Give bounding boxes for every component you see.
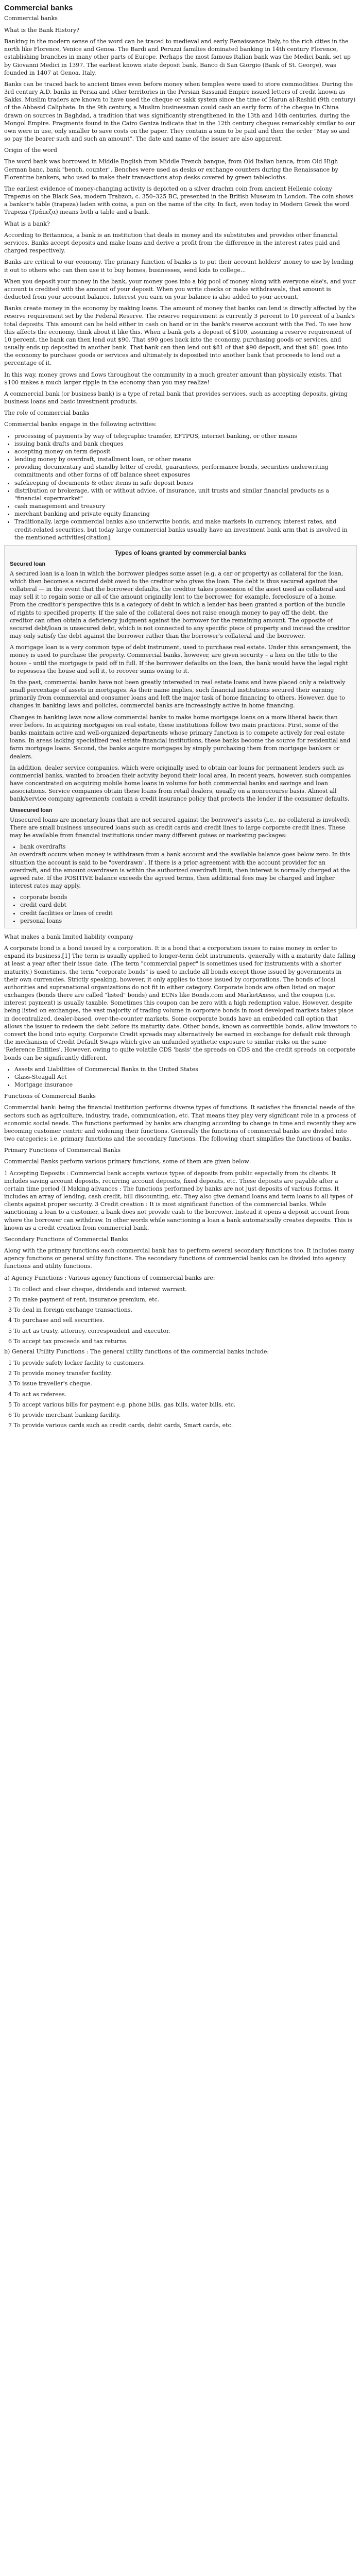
- activity-item: • lending money by overdraft, installment loan, or other means: [14, 455, 357, 463]
- list-item: • Glass-Steagall Act: [14, 1073, 357, 1081]
- page-title: Commercial banks: [4, 4, 73, 12]
- agency-function-item: 5 To act as trusty, attorney, correspondent and executor.: [8, 1327, 170, 1334]
- list-item: • credit card debt: [20, 901, 351, 909]
- activity-item: • issuing bank drafts and bank cheques: [14, 440, 357, 448]
- paragraph: Along with the primary functions each commercial bank has to perform several secondary functions too. It includes many agency functions or general utility functions. The secondary functions of commercial banks can be divided into agency functions and utility functions.: [4, 1247, 355, 1270]
- list-item: • Assets and Liabilities of Commercial Banks in the United States: [14, 1065, 357, 1073]
- paragraph: Functions of Commercial Banks: [4, 1093, 96, 1100]
- list-item: • corporate bonds: [20, 893, 351, 901]
- paragraph: a) Agency Functions : Various agency functions of commercial banks are:: [4, 1274, 215, 1281]
- paragraph: Banks are critical to our economy. The primary function of banks is to put their account holders' money to use by lending it out to others who can then use it to buy homes, businesses, send kids to college...: [4, 259, 354, 274]
- paragraph: In this way, money grows and flows throughout the community in a much greater amount than physically exists. That $100 makes a much larger ripple in the economy than you may realize!: [4, 371, 342, 386]
- paragraph: In addition, dealer service companies, which were originally used to obtain car loans for permanent lenders such as commercial banks, wanted to broaden their activity beyond their local area. In recent years, however, such companies have concentrated on acquiring mobile home loans in volume for both commercial banks and savings and loan associations. Service companies obtain these loans from retail dealers, usually on a nonrecourse basis. Almost all bank/service company agreements contain a credit insurance policy that protects the lender if the consumer defaults.: [10, 764, 351, 803]
- paragraph: In the past, commercial banks have not been greatly interested in real estate loans and have placed only a relatively small percentage of assets in mortgages. As their name implies, such financial institutions secured their earning primarily from commercial and consumer loans and left the major task of home financing to others. However, due to changes in banking laws and policies, commercial banks are increasingly active in home financing.: [10, 679, 346, 709]
- utility-function-item: 2 To provide money transfer facility.: [8, 1370, 112, 1377]
- paragraph: Origin of the word: [4, 147, 57, 154]
- agency-function-item: 4 To purchase and sell securities.: [8, 1317, 105, 1324]
- paragraph: The earliest evidence of money-changing activity is depicted on a silver drachm coin from ancient Hellenic colony Trapezus on the Black Sea, modern Trabzon, c. 350–325 BC, presented in the British Museum in London. The coin shows a banker's table (trapeza) laden with coins, a pun on the name of the city. In fact, even today in Modern Greek the word Trapeza (Τράπεζα) means both a table and a bank.: [4, 185, 354, 216]
- activity-item: • Traditionally, large commercial banks also underwrite bonds, and make markets in currency, interest rates, and credit-related securities, but today large commercial banks usually have an investment bank arm that is involved in the mentioned activities[citation].: [14, 518, 357, 541]
- paragraph: According to Britannica, a bank is an institution that deals in money and its substitutes and provides other financial services. Banks accept deposits and make loans and derive a profit from the difference in the interest rates paid and charged respectively.: [4, 231, 340, 255]
- activity-item: • processing of payments by way of telegraphic transfer, EFTPOS, internet banking, or other means: [14, 432, 357, 440]
- utility-intro: b) General Utility Functions : The general utility functions of the commercial banks include:: [4, 1348, 269, 1355]
- loan-types-box: [4, 545, 357, 928]
- agency-function-item: 1 To collect and clear cheque, dividends and interest warrant.: [8, 1285, 187, 1293]
- paragraph: Banks create money in the economy by making loans. The amount of money that banks can lend is directly affected by the reserve requirement set by the Federal Reserve. The reserve requirement is currently 3 percent to 10 percent of a bank's total deposits. This amount can be held either in cash on hand or in the bank's reserve account with the Fed. To see how this affects the economy, think about it like this. When a bank gets a deposit of $100, assuming a reserve requirement of 10 percent, the bank can then lend out $90. That $90 goes back into the economy, purchasing goods or services, and usually ends up deposited in another bank. That bank can then lend out $81 of that $90 deposit, and that $81 goes into the economy to purchase goods or services and ultimately is deposited into another bank that proceeds to lend out a percentage of it.: [4, 305, 356, 367]
- other-loans-list: [10, 893, 351, 925]
- secured-loan-text: [10, 570, 351, 803]
- paragraph: What is a bank?: [4, 220, 50, 227]
- activity-item: • providing documentary and standby letter of credit, guarantees, performance bonds, securities underwriting commitments and other forms of off balance sheet exposures: [14, 463, 357, 479]
- activity-item: • safekeeping of documents & other items in safe deposit boxes: [14, 479, 357, 487]
- paragraph: The role of commercial banks: [4, 410, 90, 417]
- agency-functions-list: [4, 1285, 357, 1345]
- paragraph: A mortgage loan is a very common type of debt instrument, used to purchase real estate. Under this arrangement, the money is used to purchase the property. Commercial banks, however, are given security – a lien on the title to the house – until the mortgage is paid off in full. If the borrower defaults on the loan, the bank would have the legal right to repossess the house and sell it, to recover sums owing to it.: [10, 644, 351, 674]
- unsecured-list: [10, 843, 351, 851]
- agency-function-item: 3 To deal in foreign exchange transactions.: [8, 1307, 133, 1314]
- agency-function-item: 6 To accept tax proceeds and tax returns.: [8, 1337, 128, 1345]
- paragraph: A commercial bank (or business bank) is a type of retail bank that provides services, such as accepting deposits, giving business loans and basic investment products.: [4, 390, 348, 405]
- paragraph: Banking in the modern sense of the word can be traced to medieval and early Renaissance Italy, to the rich cities in the north like Florence, Venice and Genoa. The Bardi and Peruzzi families dominated banking in 14th century Florence, establishing branches in many other parts of Europe. Perhaps the most famous Italian bank was the Medici bank, set up by Giovanni Medici in 1397. The earliest known state deposit bank, Banco di San Giorgio (Bank of St. George), was founded in 1407 at Genoa, Italy.: [4, 38, 351, 76]
- activity-item: • distribution or brokerage, with or without advice, of insurance, unit trusts and similar financial products as a "financial supermarket": [14, 487, 357, 502]
- loan-types-title: Types of loans granted by commercial banks: [114, 549, 247, 556]
- utility-function-item: 1 To provide safety locker facility to customers.: [8, 1360, 145, 1367]
- activity-item: • accepting money on term deposit: [14, 448, 357, 455]
- agency-function-item: 2 To make payment of rent, insurance premium, etc.: [8, 1296, 160, 1303]
- functions-section: [4, 1092, 357, 1282]
- paragraph: Changes in banking laws now allow commercial banks to make home mortgage loans on a more liberal basis than ever before. In acquiring mortgages on real estate, these institutions follow two main practices. First, some of the banks maintain active and well-organized departments whose primary function is to compete actively for real estate loans. In areas lacking specialized real estate financial institutions, these banks become the source for residential and farm mortgage loans. Second, the banks acquire mortgages by simply purchasing them from mortgage bankers or dealers.: [10, 714, 351, 760]
- utility-function-item: 5 To accept various bills for payment e.g. phone bills, gas bills, water bills, etc.: [8, 1401, 236, 1408]
- secured-loan-heading: Secured loan: [10, 561, 46, 567]
- utility-function-item: 3 To issue traveller's cheque.: [8, 1380, 92, 1387]
- activity-item: • cash management and treasury: [14, 502, 357, 510]
- paragraph: The word bank was borrowed in Middle English from Middle French banque, from Old Italian banca, from Old High German banc, bank "bench, counter". Benches were used as desks or exchange counters during the Renaissance by Florentine bankers, who used to make their transactions atop desks covered by green tablecloths.: [4, 158, 338, 181]
- list-item: • bank overdrafts: [20, 843, 351, 851]
- utility-function-item: 7 To provide various cards such as credit cards, debit cards, Smart cards, etc.: [8, 1422, 233, 1429]
- paragraph: What is the Bank History?: [4, 26, 80, 33]
- utility-function-item: 6 To provide merchant banking facility.: [8, 1411, 121, 1418]
- unsecured-loan-text: [10, 816, 351, 840]
- paragraph: Secondary Functions of Commercial Banks: [4, 1235, 128, 1243]
- utility-function-item: 4 To act as referees.: [8, 1391, 67, 1398]
- activities-list: [4, 432, 357, 541]
- page-subtitle: Commercial banks: [4, 14, 58, 22]
- paragraph: When you deposit your money in the bank, your money goes into a big pool of money along with everyone else's, and your account is credited with the amount of your deposit. When you write checks or make withdrawals, that amount is deducted from your account balance. Interest you earn on your balance is also added to your account.: [4, 278, 356, 301]
- paragraph: Commercial bank: being the financial institution performs diverse types of functions. It satisfies the financial needs of the sectors such as agriculture, industry, trade, communication, etc. That means they play very significant role in a process of economic social needs. The functions performed by banks are changing according to change in time and recently they are becoming customer centric and widening their functions. Generally the functions of commercial banks are divided into two categories: i.e. primary functions and the secondary functions. The following chart simplifies the functions of banks.: [4, 1104, 356, 1143]
- list-item: • credit facilities or lines of credit: [20, 909, 351, 917]
- list-item: • Mortgage insurance: [14, 1081, 357, 1089]
- unsecured-loan-heading: Unsecured loan: [10, 807, 53, 814]
- activity-item: • merchant banking and private equity financing: [14, 510, 357, 518]
- paragraph: What makes a bank limited liability company: [4, 933, 133, 940]
- paragraph: Banks can be traced back to ancient times even before money when temples were used to store commodities. During the 3rd century A.D. banks in Persia and other territories in the Persian Sassanid Empire issued letters of credit known as Sakks. Muslim traders are known to have used the cheque or sakk system since the time of Harun al-Rashid (9th century) of the Abbasid Caliphate. In the 9th century, a Muslim businessman could cash an early form of the cheque in China drawn on sources in Baghdad, a tradition that was significantly strengthened in the 13th and 14th centuries, during the Mongol Empire. Fragments found in the Cairo Geniza indicate that in the 12th century cheques remarkably similar to our own were in use, only smaller to save costs on the paper. They contain a sum to be paid and then the order "May so and so pay the bearer such and such an amount". The date and name of the issuer are also apparent.: [4, 80, 356, 143]
- post-section: [4, 933, 357, 1062]
- intro-section: [4, 26, 357, 429]
- paragraph: A secured loan is a loan in which the borrower pledges some asset (e.g. a car or property) as collateral for the loan, which then becomes a secured debt owed to the creditor who gives the loan. The debt is thus secured against the collateral — in the event that the borrower defaults, the creditor takes possession of the asset used as collateral and may sell it to regain some or all of the amount originally lent to the borrower, for example, foreclosure of a home. From the creditor's perspective this is a category of debt in which a lender has been granted a portion of the bundle of rights to specified property. If the sale of the collateral does not raise enough money to pay off the debt, the creditor can often obtain a deficiency judgment against the borrower for the remaining amount. The opposite of secured debt/loan is unsecured debt, which is not connected to any specific piece of property and instead the creditor may only satisfy the debt against the borrower rather than the borrower's collateral and the borrower.: [10, 570, 350, 640]
- overdraft-text: An overdraft occurs when money is withdrawn from a bank account and the available balance goes below zero. In this situation the account is said to be "overdrawn". If there is a prior agreement with the account provider for an overdraft, and the amount overdrawn is within the authorized overdraft limit, then interest is normally charged at the agreed rate. If the POSITIVE balance exceeds the agreed terms, then additional fees may be charged and higher interest rates may apply.: [10, 851, 351, 890]
- paragraph: Commercial Banks perform various primary functions, some of them are given below:: [4, 1158, 251, 1165]
- utility-functions-list: [4, 1359, 357, 1429]
- paragraph: Primary Functions of Commercial Banks: [4, 1147, 121, 1154]
- paragraph: A corporate bond is a bond issued by a corporation. It is a bond that a corporation issues to raise money in order to expand its business.[1] The term is usually applied to longer-term debt instruments, generally with a maturity date falling at least a year after their issue date. (The term "commercial paper" is sometimes used for instruments with a shorter maturity.) Sometimes, the term "corporate bonds" is used to include all bonds except those issued by governments in their own currencies. Strictly speaking, however, it only applies to those issued by corporations. The bonds of local authorities and supranational organizations do not fit in either category. Corporate bonds are often listed on major exchanges (bonds there are called "listed" bonds) and ECNs like Bonds.com and MarketAxess, and the coupon (i.e. interest payment) is usually taxable. Sometimes this coupon can be zero with a high redemption value. However, despite being listed on exchanges, the vast majority of trading volume in corporate bonds in most developed markets takes place in decentralized, dealer-based, over-the-counter markets. Some corporate bonds have an embedded call option that allows the issuer to redeem the debt before its maturity date. Other bonds, known as convertible bonds, allow investors to convert the bond into equity. Corporate Credit spreads may alternatively be earned in exchange for default risk through the mechanism of Credit Default Swaps which give an unfunded synthetic exposure to similar risks on the same 'Reference Entities'. However, owing to quite volatile CDS 'basis' the spreads on CDS and the credit spreads on corporate bonds can be significantly different.: [4, 945, 357, 1061]
- paragraph: Unsecured loans are monetary loans that are not secured against the borrower's assets (i.e., no collateral is involved). There are small business unsecured loans such as credit cards and credit lines to large corporate credit lines. These may be available from financial institutions under many different guises or marketing packages:: [10, 816, 351, 839]
- paragraph: 1 Accepting Deposits : Commercial bank accepts various types of deposits from public especially from its clients. It includes saving account deposits, recurring account deposits, fixed deposits, etc. These deposits are payable after a certain time period (I Making advances : The functions performed by banks are not just deposits of various forms. It includes an array of lending, cash credit, bill discounting, etc. They also give demand loans and term loans to all types of clients against proper security. 3 Credit creation : It is most significant function of the commercial banks. While sanctioning a loan to a customer, a bank does not provide cash to the borrower. Instead it opens a deposit account from where the borrower can withdraw. In other words while sanctioning a loan a bank automatically creates deposits. This is known as a credit creation from commercial bank.: [4, 1170, 353, 1231]
- paragraph: Commercial banks engage in the following activities:: [4, 421, 157, 428]
- list-item: • personal loans: [20, 917, 351, 925]
- assets-list: [4, 1065, 357, 1089]
